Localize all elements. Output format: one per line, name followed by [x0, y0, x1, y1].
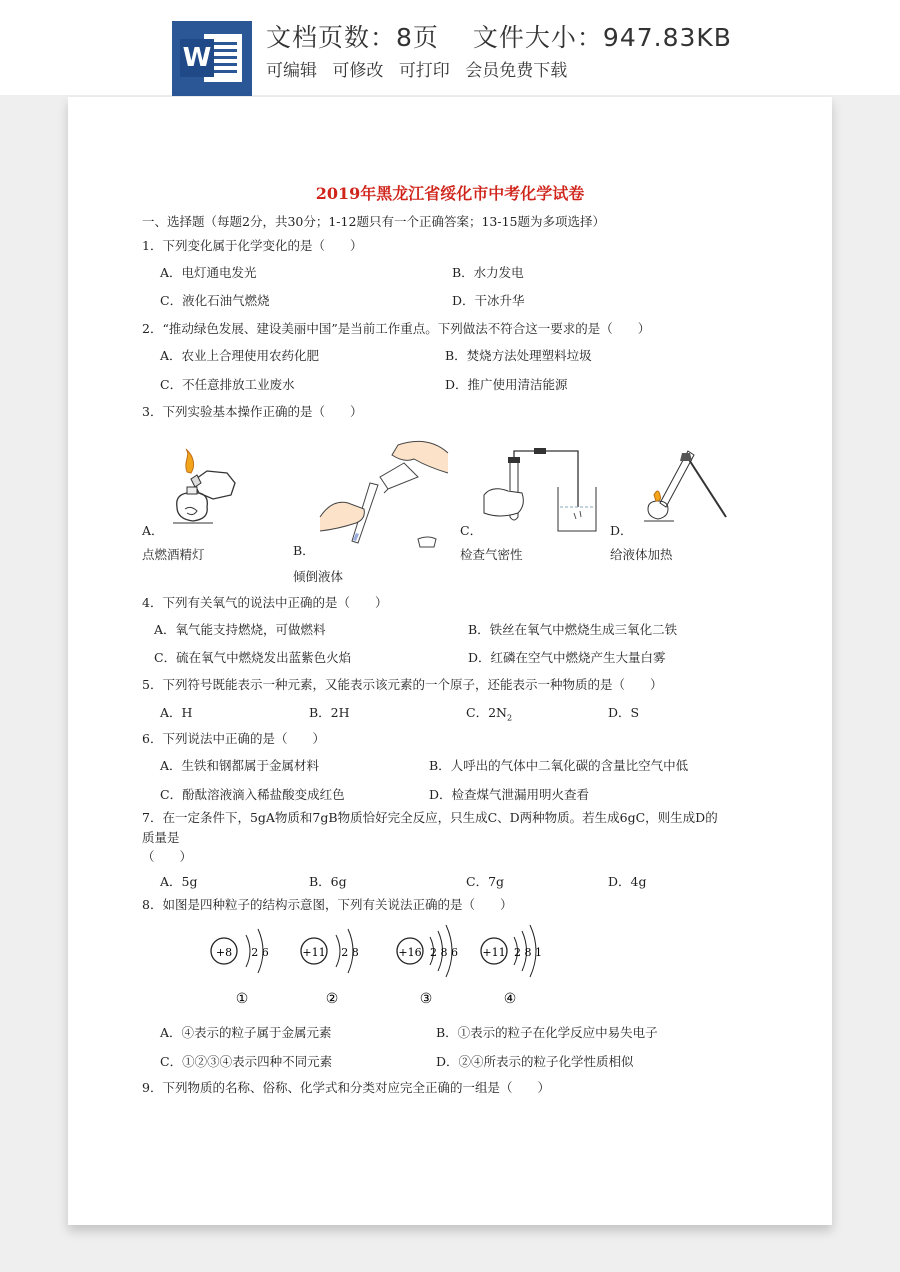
word-document-icon: [172, 21, 252, 96]
feature-editable: 可编辑: [266, 61, 317, 81]
q7-option-c: C．7g: [466, 874, 505, 889]
file-info-title: [266, 18, 732, 54]
q1-option-d: D．干冰升华: [452, 293, 525, 308]
q8-option-c: C．①②③④表示四种不同元素: [160, 1054, 333, 1069]
section-heading: 一、选择题（每题2分，共30分；1-12题只有一个正确答案；13-15题为多项选择）: [142, 214, 605, 229]
q8-stem: 8．如图是四种粒子的结构示意图，下列有关说法正确的是（ ）: [142, 897, 513, 912]
q3-figure-b-letter: B．: [293, 543, 315, 558]
word-letter-badge: W: [180, 39, 214, 77]
q8-option-d: D．②④所表示的粒子化学性质相似: [436, 1054, 634, 1069]
q7-option-d: D．4g: [608, 874, 647, 889]
q2-option-c: C．不任意排放工业废水: [160, 377, 295, 392]
page-count: 文档页数：8页: [266, 23, 439, 52]
q4-option-a: A．氧气能支持燃烧，可做燃料: [154, 622, 326, 637]
q8-particle-3-shells: 2 8 6: [430, 946, 458, 959]
feature-printable: 可打印: [398, 61, 450, 81]
q3-stem: 3．下列实验基本操作正确的是（ ）: [142, 404, 363, 419]
q6-stem: 6．下列说法中正确的是（ ）: [142, 731, 325, 746]
q8-particle-4-shells: 2 8 1: [514, 946, 542, 959]
q5-option-b: B．2H: [309, 705, 350, 720]
q7-stem-line1: 7．在一定条件下，5gA物质和7gB物质恰好完全反应，只生成C、D两种物质。若生成6gC，则生成D的: [142, 810, 718, 825]
q8-particle-2-shells: 2 8: [341, 946, 359, 959]
q8-particle-3-diagram: [392, 919, 472, 1009]
q4-option-d: D．红磷在空气中燃烧产生大量白雾: [468, 650, 666, 665]
q1-option-b: B．水力发电: [452, 265, 524, 280]
q9-stem: 9．下列物质的名称、俗称、化学式和分类对应完全正确的一组是（ ）: [142, 1080, 550, 1095]
q1-stem: 1．下列变化属于化学变化的是（ ）: [142, 238, 363, 253]
q3-figure-a-caption: 点燃酒精灯: [142, 547, 205, 562]
q8-particle-1-label: ①: [235, 991, 249, 1007]
q3-figure-c-letter: C．: [460, 523, 483, 538]
q3-figure-b-caption: 倾倒液体: [293, 569, 344, 584]
q2-stem: 2．“推动绿色发展、建设美丽中国”是当前工作重点。下列做法不符合这一要求的是（ ）: [142, 321, 651, 336]
q8-particle-2-diagram: [296, 919, 376, 1009]
q3-figure-d-letter: D．: [610, 523, 633, 538]
q5-option-c-text: C．2N: [466, 705, 507, 720]
q3-figure-c-air-tightness: [478, 447, 608, 537]
q7-option-a: A．5g: [160, 874, 198, 889]
q5-option-c-subscript: 2: [506, 713, 513, 723]
q3-figure-d-caption: 给液体加热: [610, 547, 673, 562]
q4-option-c: C．硫在氧气中燃烧发出蓝紫色火焰: [154, 650, 352, 665]
q1-option-c: C．液化石油气燃烧: [160, 293, 270, 308]
q8-particle-1-nucleus: +8: [215, 946, 233, 959]
q5-option-a: A．H: [160, 705, 193, 720]
q5-option-d: D．S: [608, 705, 640, 720]
q2-option-b: B．焚烧方法处理塑料垃圾: [445, 348, 592, 363]
q7-stem-line2: 质量是: [142, 830, 180, 845]
q3-figure-b-pouring-liquid: [318, 433, 453, 553]
q7-stem-line3: （ ）: [142, 849, 193, 864]
feature-member-download: 会员免费下载: [465, 61, 568, 81]
q2-option-d: D．推广使用清洁能源: [445, 377, 568, 392]
q8-particle-4-diagram: [476, 919, 556, 1009]
q8-option-b: B．①表示的粒子在化学反应中易失电子: [436, 1025, 658, 1040]
file-size: 文件大小：947.83KB: [472, 23, 732, 52]
q8-particle-2-label: ②: [325, 991, 339, 1007]
q8-particle-4-nucleus: +11: [482, 946, 506, 959]
q8-particle-1-shells: 2 6: [251, 946, 269, 959]
q7-option-b: B．6g: [309, 874, 347, 889]
header-banner: [0, 0, 900, 95]
q6-option-a: A．生铁和钢都属于金属材料: [160, 758, 320, 773]
feature-list: [266, 56, 577, 81]
q6-option-b: B．人呼出的气体中二氧化碳的含量比空气中低: [429, 758, 689, 773]
q8-particle-1-diagram: [208, 919, 288, 1009]
q5-option-c: [466, 705, 512, 727]
q4-option-b: B．铁丝在氧气中燃烧生成三氧化二铁: [468, 622, 678, 637]
q6-option-c: C．酚酞溶液滴入稀盐酸变成红色: [160, 787, 345, 802]
q8-particle-4-label: ④: [503, 991, 517, 1007]
q3-figure-a-letter: A．: [142, 523, 164, 538]
q8-particle-2-nucleus: +11: [302, 946, 326, 959]
document-page: [68, 97, 832, 1225]
q8-particle-3-nucleus: +16: [398, 946, 422, 959]
exam-title: 2019年黑龙江省绥化市中考化学试卷: [315, 184, 585, 203]
feature-modifiable: 可修改: [332, 61, 384, 81]
q3-figure-a-lighting-lamp: [153, 447, 253, 537]
q8-particle-3-label: ③: [419, 991, 433, 1007]
q8-option-a: A．④表示的粒子属于金属元素: [160, 1025, 332, 1040]
q3-figure-c-caption: 检查气密性: [460, 547, 523, 562]
q2-option-a: A．农业上合理使用农药化肥: [160, 348, 320, 363]
q6-option-d: D．检查煤气泄漏用明火查看: [429, 787, 590, 802]
q4-stem: 4．下列有关氧气的说法中正确的是（ ）: [142, 595, 388, 610]
q1-option-a: A．电灯通电发光: [160, 265, 257, 280]
q5-stem: 5．下列符号既能表示一种元素，又能表示该元素的一个原子，还能表示一种物质的是（ ）: [142, 677, 663, 692]
q3-figure-d-heating-liquid: [628, 447, 738, 527]
